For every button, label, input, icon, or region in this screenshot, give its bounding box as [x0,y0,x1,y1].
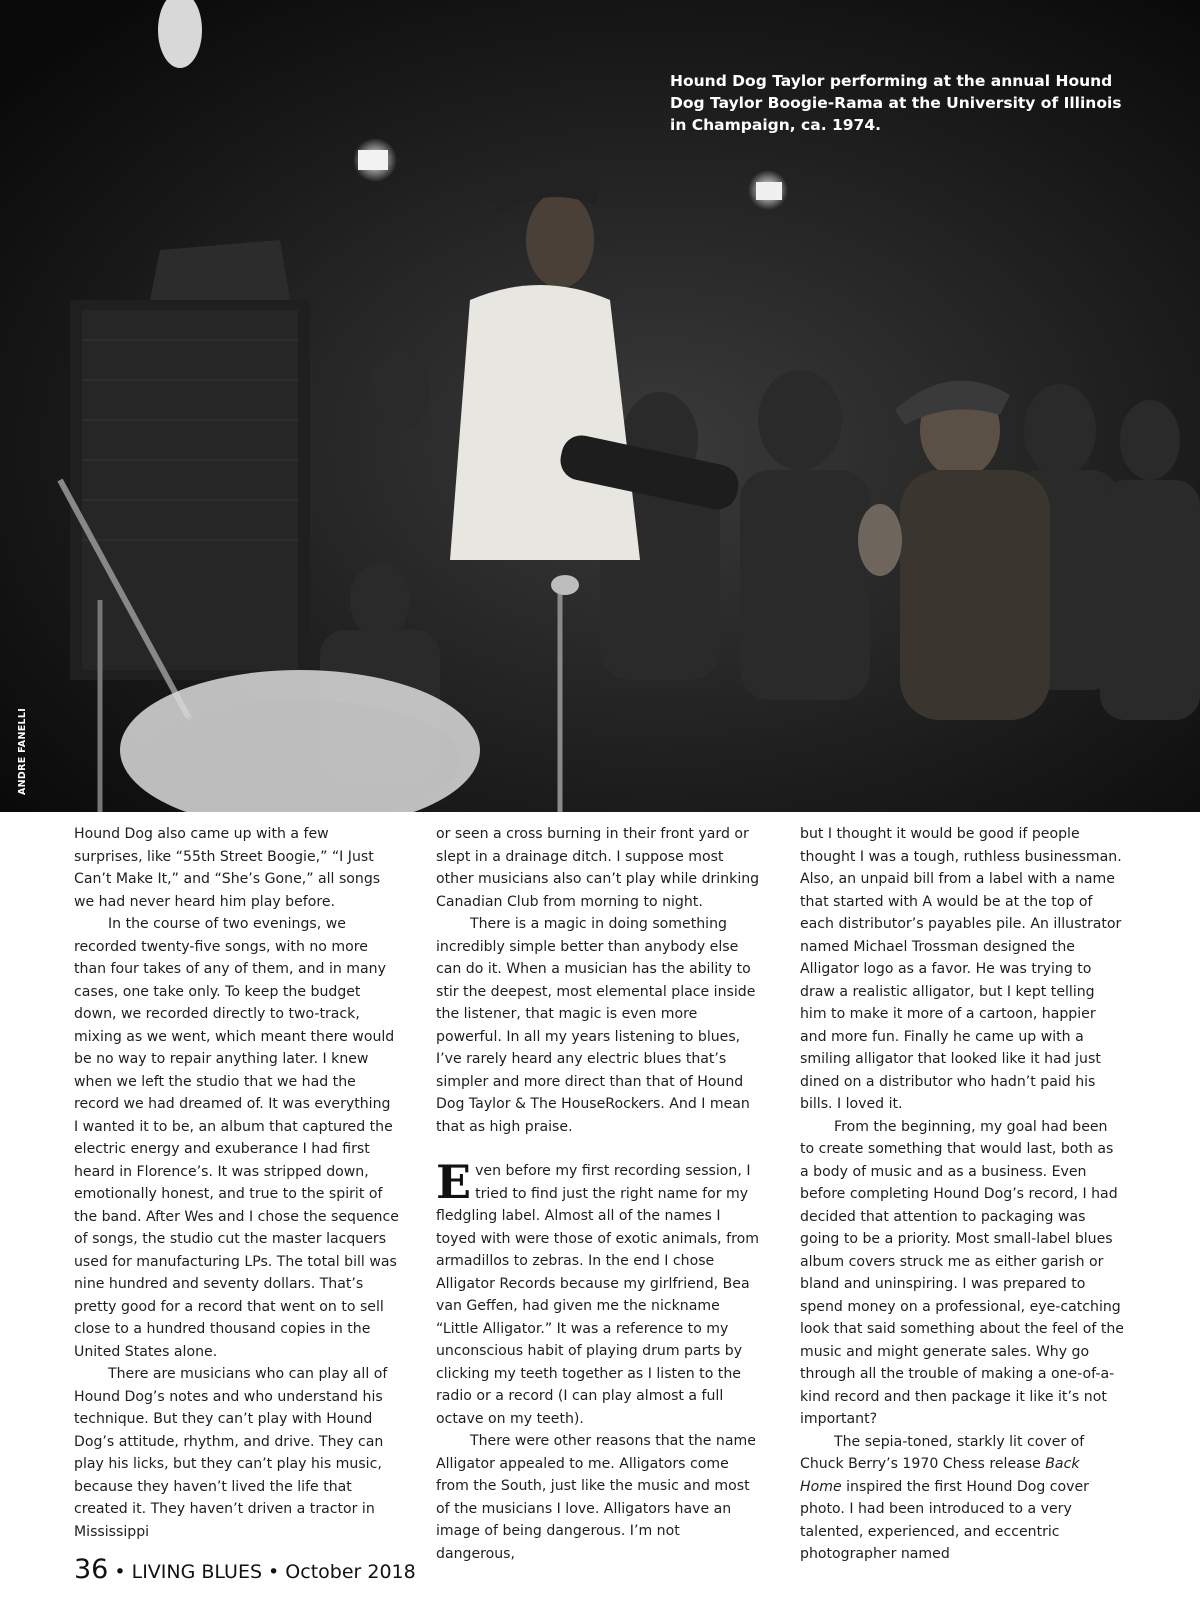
paragraph-text: ven before my first recording session, I tried to find just the right name for my fledgling label. Almost all of the names I toyed with were those of exotic animals, from armadillos to zebras. In the end I chose Alligator Records because my girlfriend, Bea van Geffen, had given me the nickname “Little Alligator.” It was a reference to my unconscious habit of playing drum parts by clicking my teeth together as I listen to the radio or a record (I can play almost a full octave on my teeth). [436,1163,759,1427]
paragraph-text: The sepia-toned, starkly lit cover of Chuck Berry’s 1970 Chess release [800,1433,1085,1472]
paragraph: There are musicians who can play all of Hound Dog’s notes and who understand his technique. But they can’t play with Hound Dog’s attitude, rhythm, and drive. They can play his licks, but they can’t play his music, because they haven’t lived the life that created it. They haven’t driven a tractor in Mississippi [74,1366,388,1540]
paragraph: There were other reasons that the name Alligator appealed to me. Alligators come from the South, just like the music and most of the musicians I love. Alligators have an image of being dangerous. I’m not dangerous, [436,1433,756,1562]
paragraph [800,1431,1125,1566]
page-footer [74,1554,416,1585]
paragraph-with-dropcap [436,1155,761,1430]
paragraph: In the course of two evenings, we recorded twenty-five songs, with no more than four takes of any of them, and in many cases, one take only. To keep the budget down, we recorded directly to two-track, mixing as we went, which meant there would be no way to repair anything later. I knew when we left the studio that we had the record we had dreamed of. It was everything I wanted it to be, an album that captured the electric energy and exuberance I had first heard in Florence’s. It was stripped down, emotionally honest, and true to the spirit of the band. After Wes and I chose the sequence of songs, the studio cut the master lacquers used for manufacturing LPs. The total bill was nine hundred and seventy dollars. That’s pretty good for a record that went on to sell close to a hundred thousand copies in the United States alone. [74,916,399,1360]
photo-credit: ANDRE FANELLI [17,707,28,795]
paragraph-text: inspired the first Hound Dog cover photo. I had been introduced to a very talented, experienced, and eccentric photographer named [800,1478,1089,1562]
paragraph: but I thought it would be good if people thought I was a tough, ruthless businessman. Also, an unpaid bill from a label with a name that started with A would be at the top of each distributor’s payables pile. An illustrator named Michael Trossman designed the Alligator logo as a favor. He was trying to draw a realistic alligator, but I kept telling him to make it more of a cartoon, happier and more fun. Finally he came up with a smiling alligator that looked like it had just dined on a distributor who hadn’t paid his bills. I loved it. [800,826,1122,1112]
paragraph: From the beginning, my goal had been to create something that would last, both as a body of music and as a business. Even before completing Hound Dog’s record, I had decided that attention to packaging was going to be a priority. Most small-label blues album covers struck me as either garish or bland and uninspiring. I was prepared to spend money on a professional, eye-catching look that said something about the feel of the music and might generate sales. Why go through all the trouble of making a one-of-a-kind record and then package it like it’s not important? [800,1118,1124,1427]
paragraph: There is a magic in doing something incredibly simple better than anybody else can do it. When a musician has the ability to stir the deepest, most elemental place inside the listener, that magic is even more powerful. In all my years listening to blues, I’ve rarely heard any electric blues that’s simpler and more direct than that of Hound Dog Taylor & The HouseRockers. And I mean that as high praise. [436,916,756,1135]
column-3 [800,823,1125,1566]
page-number: 36 [74,1554,109,1585]
folio: • LIVING BLUES • October 2018 [114,1561,416,1583]
paragraph: Hound Dog also came up with a few surprises, like “55th Street Boogie,” “I Just Can’t Make It,” and “She’s Gone,” all songs we had never heard him play before. [74,826,381,910]
paragraph: or seen a cross burning in their front yard or slept in a drainage ditch. I suppose most other musicians also can’t play while drinking Canadian Club from morning to night. [436,826,760,910]
album-title: Back Home [800,1456,1080,1495]
photo-caption: Hound Dog Taylor performing at the annual Hound Dog Taylor Boogie-Rama at the University of Illinois in Champaign, ca. 1974. [670,72,1122,134]
article-body [74,823,1124,1562]
column-2 [436,823,761,1565]
drop-cap: E [436,1155,472,1209]
column-1 [74,823,399,1543]
